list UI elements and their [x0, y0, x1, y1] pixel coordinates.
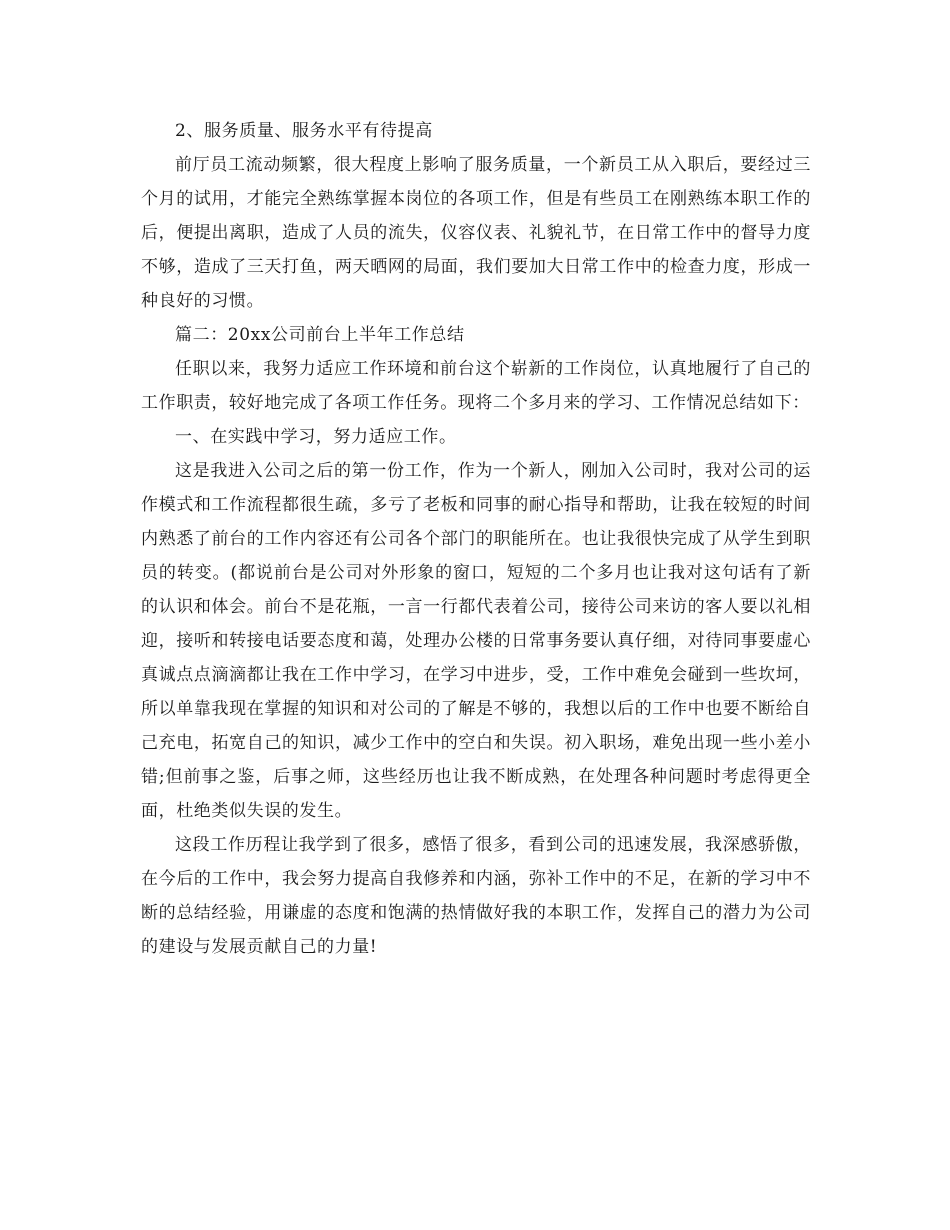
section-heading-service-quality: 2、服务质量、服务水平有待提高 [175, 121, 433, 141]
document-body [141, 114, 811, 964]
article-title-part-two: 篇二：20xx公司前台上半年工作总结 [175, 325, 465, 345]
paragraph-conclusion: 这段工作历程让我学到了很多，感悟了很多，看到公司的迅速发展，我深感骄傲，在今后的工作中，我会努力提高自我修养和内涵，弥补工作中的不足，在新的学习中不断的总结经验，用谦虚的态度和饱满的热情做好我的本职工作，发挥自己的潜力为公司的建设与发展贡献自己的力量! [141, 835, 811, 957]
paragraph-first-job: 这是我进入公司之后的第一份工作，作为一个新人，刚加入公司时，我对公司的运作模式和工作流程都很生疏，多亏了老板和同事的耐心指导和帮助，让我在较短的时间内熟悉了前台的工作内容还有公司各个部门的职能所在。也让我很快完成了从学生到职员的转变。(都说前台是公司对外形象的窗口，短短的二个多月也让我对这句话有了新的认识和体会。前台不是花瓶，一言一行都代表着公司，接待公司来访的客人要以礼相迎，接听和转接电话要态度和蔼，处理办公楼的日常事务要认真仔细，对待同事要虚心真诚点点滴滴都让我在工作中学习，在学习中进步，受，工作中难免会碰到一些坎坷，所以单靠我现在掌握的知识和对公司的了解是不够的，我想以后的工作中也要不断给自己充电，拓宽自己的知识，减少工作中的空白和失误。初入职场，难免出现一些小差小错;但前事之鉴，后事之师，这些经历也让我不断成熟，在处理各种问题时考虑得更全面，杜绝类似失误的发生。 [141, 461, 811, 821]
section-heading-learn-in-practice: 一、在实践中学习，努力适应工作。 [175, 427, 457, 447]
paragraph-intro: 任职以来，我努力适应工作环境和前台这个崭新的工作岗位，认真地履行了自己的工作职责，较好地完成了各项工作任务。现将二个多月来的学习、工作情况总结如下： [141, 359, 811, 413]
paragraph-front-desk-turnover: 前厅员工流动频繁，很大程度上影响了服务质量，一个新员工从入职后，要经过三个月的试用，才能完全熟练掌握本岗位的各项工作，但是有些员工在刚熟练本职工作的后，便提出离职，造成了人员的流失，仪容仪表、礼貌礼节，在日常工作中的督导力度不够，造成了三天打鱼，两天晒网的局面，我们要加大日常工作中的检查力度，形成一种良好的习惯。 [141, 155, 811, 311]
